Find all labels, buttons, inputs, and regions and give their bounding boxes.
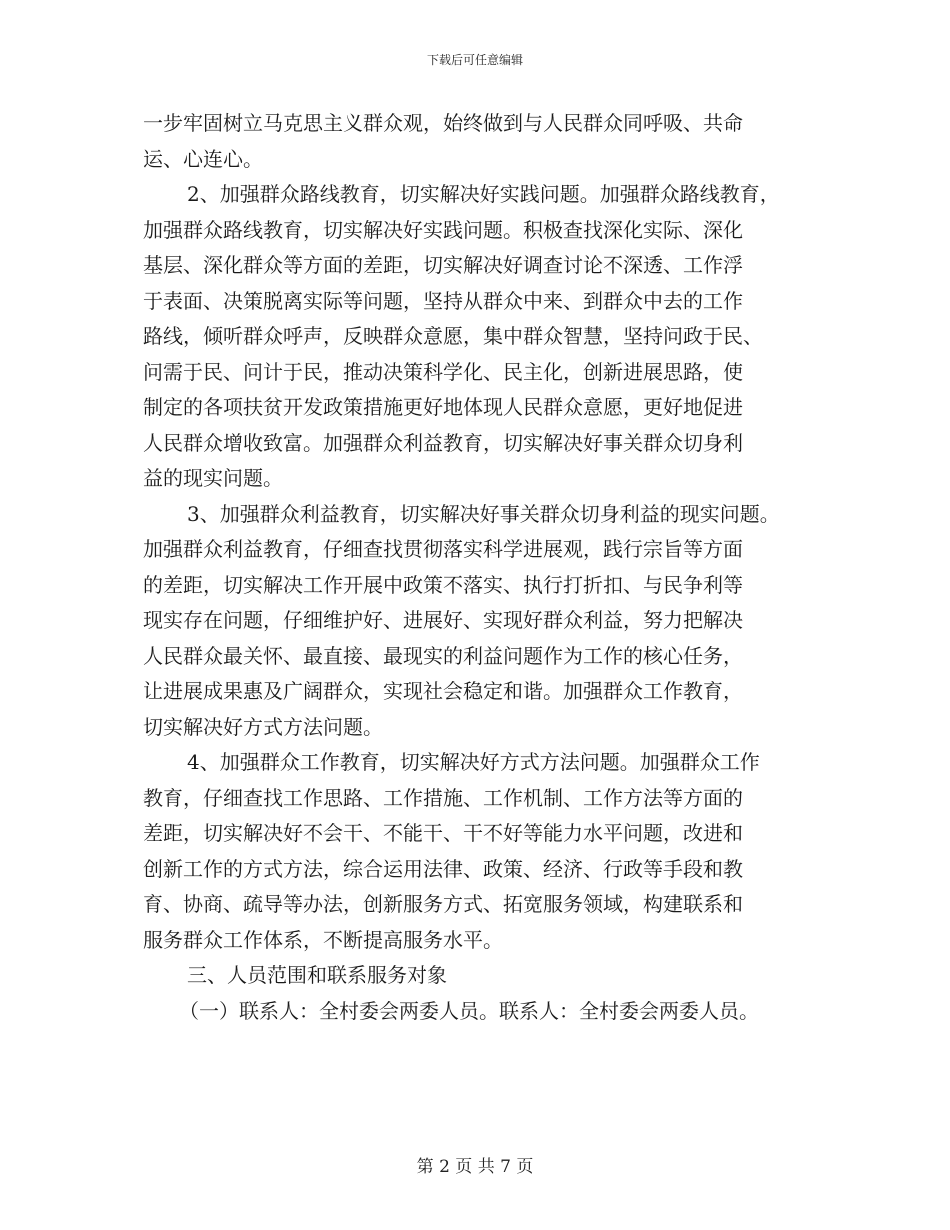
body-line: 人民群众增收致富。加强群众利益教育，切实解决好事关群众切身利	[143, 430, 743, 455]
subsection-heading: （一）联系人：全村委会两委人员。联系人：全村委会两委人员。	[179, 998, 759, 1023]
body-line: 教育，仔细查找工作思路、工作措施、工作机制、工作方法等方面的	[143, 785, 743, 810]
body-line: 问需于民、问计于民，推动决策科学化、民主化，创新进展思路，使	[143, 359, 743, 384]
body-line: 运、心连心。	[143, 146, 263, 171]
body-line: 让进展成果惠及广阔群众，实现社会稳定和谐。加强群众工作教育，	[143, 679, 743, 703]
paragraph-4-start: 4、加强群众工作教育，切实解决好方式方法问题。加强群众工作	[187, 750, 760, 774]
body-line: 切实解决好方式方法问题。	[143, 714, 383, 739]
body-line: 路线，倾听群众呼声，反映群众意愿，集中群众智慧，坚持问政于民、	[143, 324, 763, 348]
body-line: 加强群众利益教育，仔细查找贯彻落实科学进展观，践行宗旨等方面	[143, 537, 743, 561]
body-line: 人民群众最关怀、最直接、最现实的利益问题作为工作的核心任务，	[143, 643, 743, 668]
body-line: 加强群众路线教育，切实解决好实践问题。积极查找深化实际、深化	[143, 217, 743, 242]
body-line: 现实存在问题，仔细维护好、进展好、实现好群众利益，努力把解决	[143, 608, 743, 632]
section-heading: 三、人员范围和联系服务对象	[187, 963, 447, 987]
body-line: 一步牢固树立马克思主义群众观，始终做到与人民群众同呼吸、共命	[143, 111, 743, 135]
body-line: 制定的各项扶贫开发政策措施更好地体现人民群众意愿，更好地促进	[143, 395, 743, 419]
page-number: 第 2 页 共 7 页	[416, 1157, 534, 1177]
body-line: 的差距，切实解决工作开展中政策不落实、执行打折扣、与民争利等	[143, 572, 743, 597]
body-line: 服务群众工作体系，不断提高服务水平。	[143, 927, 503, 952]
body-line: 差距，切实解决好不会干、不能干、干不好等能力水平问题，改进和	[143, 821, 743, 845]
body-line: 基层、深化群众等方面的差距，切实解决好调查讨论不深透、工作浮	[143, 253, 743, 277]
paragraph-2-start: 2、加强群众路线教育，切实解决好实践问题。加强群众路线教育，	[187, 182, 780, 206]
paragraph-3-start: 3、加强群众利益教育，切实解决好事关群众切身利益的现实问题。	[187, 501, 780, 526]
document-body	[143, 106, 833, 1029]
body-line: 益的现实问题。	[143, 466, 283, 490]
body-line: 育、协商、疏导等办法，创新服务方式、拓宽服务领域，构建联系和	[143, 892, 743, 916]
body-line: 于表面、决策脱离实际等问题，坚持从群众中来、到群众中去的工作	[143, 288, 743, 313]
page-header: 下载后可任意编辑	[426, 53, 523, 67]
body-line: 创新工作的方式方法，综合运用法律、政策、经济、行政等手段和教	[143, 856, 743, 881]
